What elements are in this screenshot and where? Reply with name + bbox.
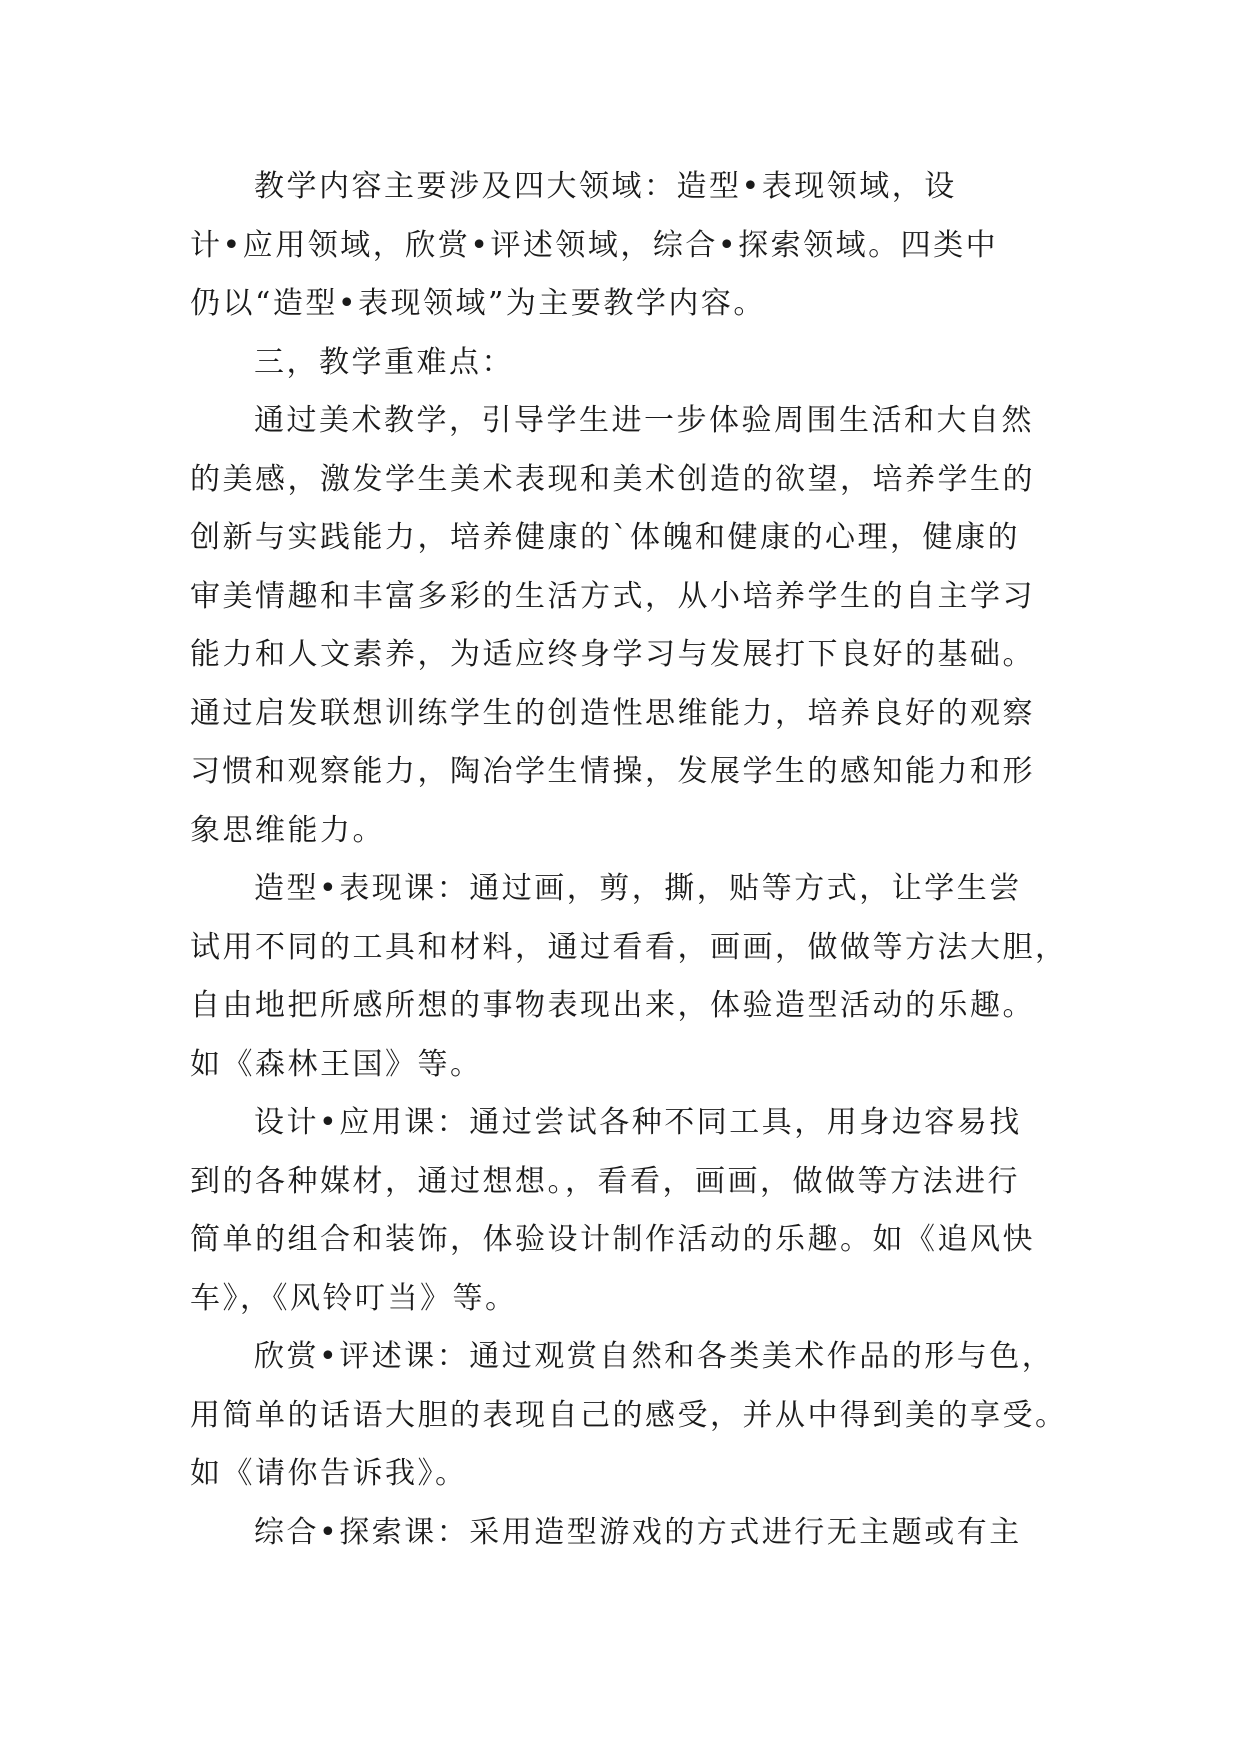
text-line: 简单的组合和装饰，体验设计制作活动的乐趣。如《追风快 bbox=[190, 1222, 1035, 1257]
text-line: 教学内容主要涉及四大领域：造型•表现领域，设 bbox=[254, 169, 957, 204]
text-line: 三，教学重难点： bbox=[254, 344, 514, 380]
text-line: 自由地把所感所想的事物表现出来，体验造型活动的乐趣。 bbox=[190, 988, 1035, 1023]
text-line: 到的各种媒材，通过想想。，看看，画画，做做等方法进行 bbox=[190, 1163, 1020, 1199]
text-line: 如《请你告诉我》。 bbox=[190, 1456, 468, 1491]
document-body bbox=[190, 158, 1070, 1562]
text-line: 通过启发联想训练学生的创造性思维能力，培养良好的观察 bbox=[190, 695, 1035, 731]
text-line: 造型•表现课：通过画，剪，撕，贴等方式，让学生尝 bbox=[254, 871, 1022, 906]
text-line: 如《森林王国》等。 bbox=[190, 1046, 483, 1082]
text-line: 的美感，激发学生美术表现和美术创造的欲望，培养学生的 bbox=[190, 461, 1035, 497]
text-line: 计•应用领域，欣赏•评述领域，综合•探索领域。四类中 bbox=[190, 227, 999, 263]
text-line: 欣赏•评述课：通过观赏自然和各类美术作品的形与色， bbox=[254, 1339, 1055, 1374]
text-line: 能力和人文素养，为适应终身学习与发展打下良好的基础。 bbox=[190, 637, 1035, 672]
text-line: 习惯和观察能力，陶冶学生情操，发展学生的感知能力和形 bbox=[190, 754, 1035, 789]
text-line: 创新与实践能力，培养健康的`体魄和健康的心理，健康的 bbox=[190, 520, 1020, 555]
text-line: 审美情趣和丰富多彩的生活方式，从小培养学生的自主学习 bbox=[190, 578, 1035, 614]
text-line: 综合•探索课：采用造型游戏的方式进行无主题或有主 bbox=[254, 1514, 1022, 1550]
text-line: 象思维能力。 bbox=[190, 812, 385, 848]
text-line: 通过美术教学，引导学生进一步体验周围生活和大自然 bbox=[254, 403, 1034, 438]
text-line: 用简单的话语大胆的表现自己的感受，并从中得到美的享受。 bbox=[190, 1397, 1068, 1433]
text-line: 试用不同的工具和材料，通过看看，画画，做做等方法大胆， bbox=[190, 929, 1068, 965]
text-line: 设计•应用课：通过尝试各种不同工具，用身边容易找 bbox=[254, 1105, 1022, 1140]
text-line: 车》，《风铃叮当》等。 bbox=[190, 1280, 518, 1316]
text-line: 仍以“造型•表现领域”为主要教学内容。 bbox=[190, 286, 766, 321]
